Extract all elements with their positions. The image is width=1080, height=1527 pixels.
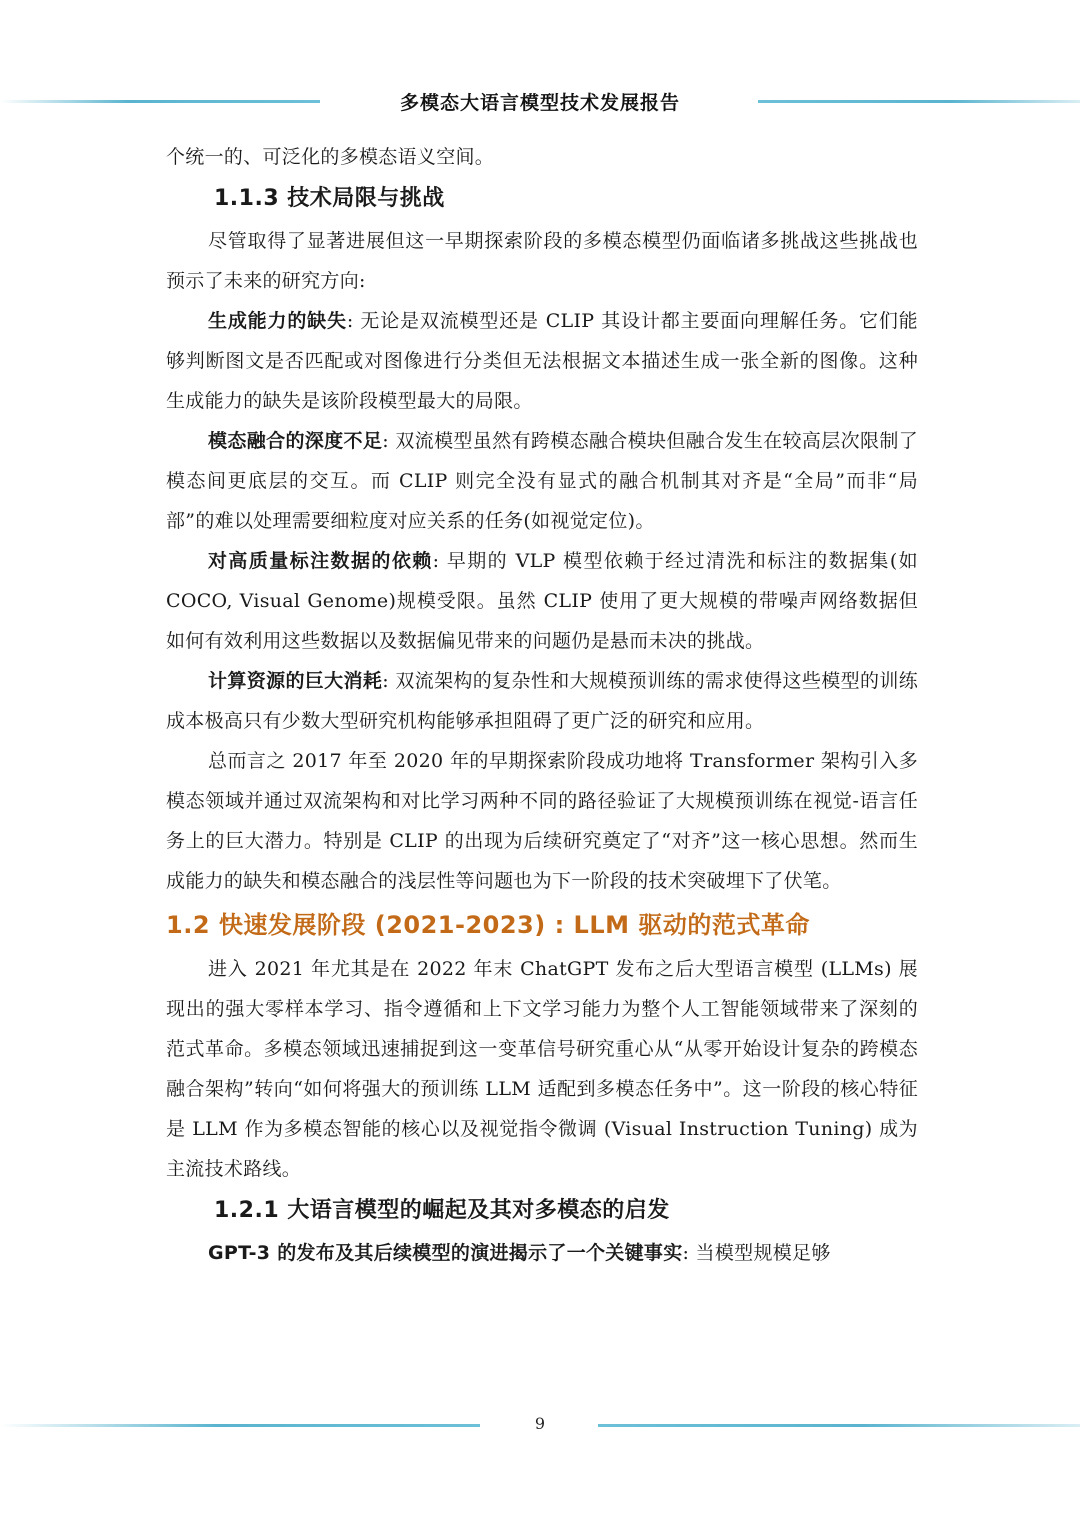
paragraph-fusion-depth (166, 421, 918, 541)
paragraph-compute-cost (166, 661, 918, 741)
paragraph-text: : 当模型规模足够 (682, 1242, 831, 1264)
paragraph-data-dependency (166, 541, 918, 661)
paragraph-generation-gap (166, 301, 918, 421)
paragraph-llm-revolution: 进入 2021 年尤其是在 2022 年末 ChatGPT 发布之后大型语言模型 (LLMs) 展现出的强大零样本学习、指令遵循和上下文学习能力为整个人工智能领域带来了深刻的范式革命。多模态领域迅速捕捉到这一变革信号研究重心从“从零开始设计复杂的跨模态融合架构”转向“如何将强大的预训练 LLM 适配到多模态任务中”。这一阶段的核心特征是 LLM 作为多模态智能的核心以及视觉指令微调 (Visual Instruction Tuning) 成为主流技术路线。 (166, 958, 918, 1180)
paragraph-text: : 双流模型虽然有跨模态融合模块但融合发生在较高层次限制了模态间更底层的交互。而 CLIP 则完全没有显式的融合机制其对齐是“全局”而非“局部”的难以处理需要细粒度对应关系的任务(如视觉定位)。 (166, 430, 918, 532)
lead-term: GPT-3 的发布及其后续模型的演进揭示了一个关键事实 (208, 1242, 683, 1264)
header-rule-right (758, 100, 1080, 103)
lead-term: 模态融合的深度不足 (208, 430, 383, 452)
paragraph-challenges-intro: 尽管取得了显著进展但这一早期探索阶段的多模态模型仍面临诸多挑战这些挑战也预示了未来的研究方向: (166, 230, 918, 292)
paragraph-text: : 无论是双流模型还是 CLIP 其设计都主要面向理解任务。它们能够判断图文是否匹配或对图像进行分类但无法根据文本描述生成一张全新的图像。这种生成能力的缺失是该阶段模型最大的局限。 (166, 310, 918, 412)
lead-term: 生成能力的缺失 (208, 310, 347, 332)
header-rule-left (0, 100, 320, 103)
paragraph-gpt3 (166, 1233, 918, 1273)
paragraph-text: : 早期的 VLP 模型依赖于经过清洗和标注的数据集(如 COCO, Visual Genome)规模受限。虽然 CLIP 使用了更大规模的带噪声网络数据但如何有效利用这些数据以及数据偏见带来的问题仍是悬而未决的挑战。 (166, 550, 918, 652)
running-header-title: 多模态大语言模型技术发展报告 (399, 92, 680, 114)
paragraph-continuation: 个统一的、可泛化的多模态语义空间。 (166, 146, 495, 168)
lead-term: 计算资源的巨大消耗 (208, 670, 383, 692)
footer-rule-left (0, 1424, 480, 1427)
page-number: 9 (534, 1414, 546, 1433)
lead-term: 对高质量标注数据的依赖 (208, 550, 433, 572)
subsection-heading-1-2-1: 1.2.1 大语言模型的崛起及其对多模态的启发 (214, 1198, 670, 1223)
paragraph-text: : 双流架构的复杂性和大规模预训练的需求使得这些模型的训练成本极高只有少数大型研究机构能够承担阻碍了更广泛的研究和应用。 (166, 670, 918, 732)
section-heading-1-2: 1.2 快速发展阶段 (2021-2023) : LLM 驱动的范式革命 (166, 911, 810, 939)
page-body (166, 137, 918, 1273)
footer-rule-right (598, 1424, 1080, 1427)
paragraph-summary: 总而言之 2017 年至 2020 年的早期探索阶段成功地将 Transformer 架构引入多模态领域并通过双流架构和对比学习两种不同的路径验证了大规模预训练在视觉-语言任务上的巨大潜力。特别是 CLIP 的出现为后续研究奠定了“对齐”这一核心思想。然而生成能力的缺失和模态融合的浅层性等问题也为下一阶段的技术突破埋下了伏笔。 (166, 750, 918, 892)
subsection-heading-1-1-3: 1.1.3 技术局限与挑战 (214, 186, 445, 211)
